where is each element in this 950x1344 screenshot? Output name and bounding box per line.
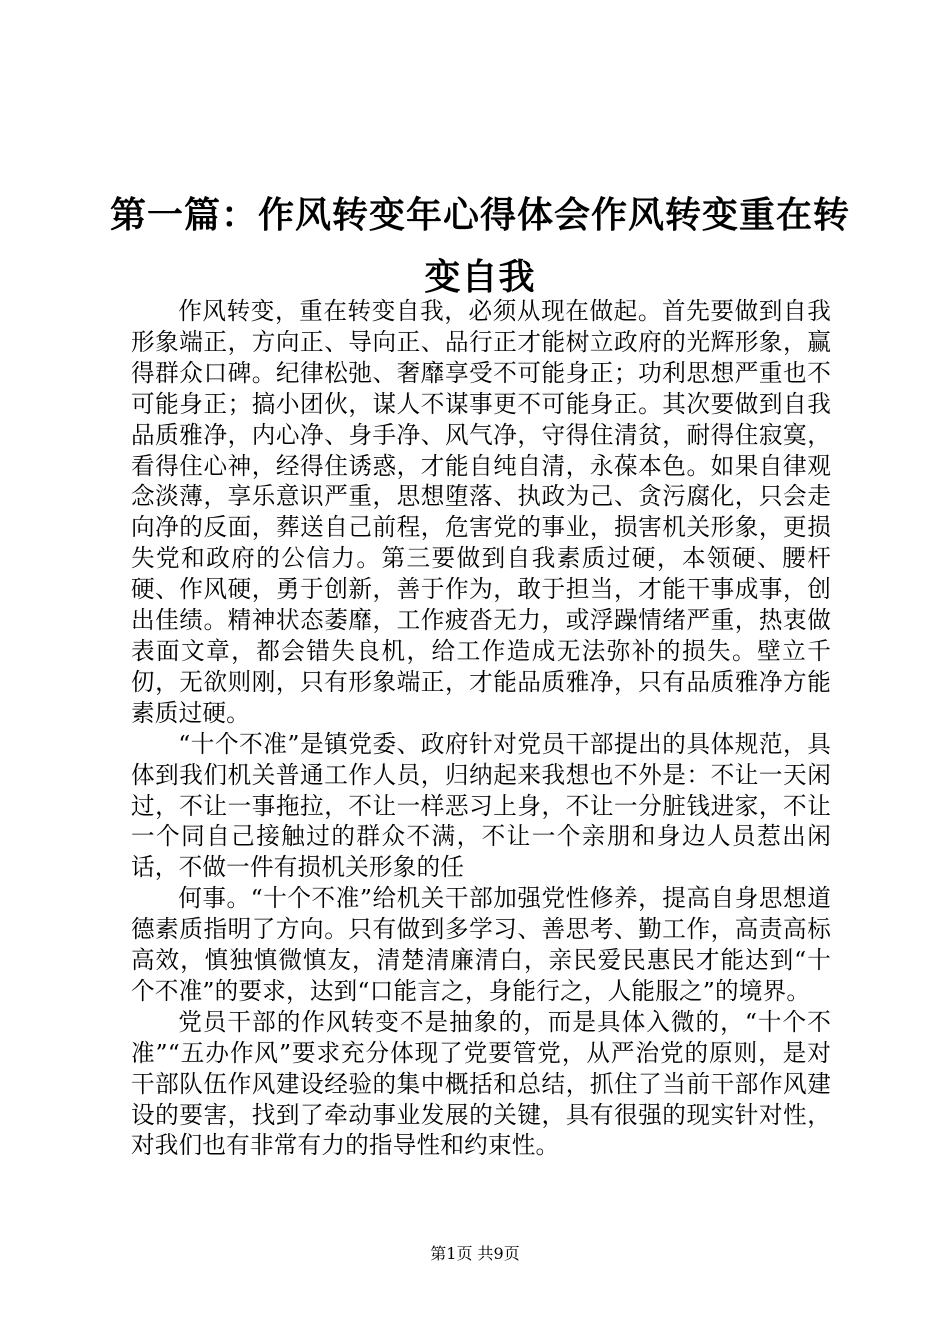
- document-title: 第一篇：作风转变年心得体会作风转变重在转变自我: [109, 194, 850, 298]
- paragraph-1: 作风转变，重在转变自我，必须从现在做起。首先要做到自我形象端正，方向正、导向正、品行正才能树立政府的光辉形象，赢得群众口碑。纪律松弛、奢靡享受不可能身正；功利思想严重也不可能身正；搞小团伙，谋人不谋事更不可能身正。其次要做到自我品质雅净，内心净、身手净、风气净，守得住清贫，耐得住寂寞，看得住心神，经得住诱惑，才能自纯自清，永葆本色。如果自律观念淡薄，享乐意识严重，思想堕落、执政为己、贪污腐化，只会走向净的反面，葬送自己前程，危害党的事业，损害机关形象，更损失党和政府的公信力。第三要做到自我素质过硬，本领硬、腰杆硬、作风硬，勇于创新，善于作为，敢于担当，才能干事成事，创出佳绩。精神状态萎靡，工作疲沓无力，或浮躁情绪严重，热衷做表面文章，都会错失良机，给工作造成无法弥补的损失。壁立千仞，无欲则刚，只有形象端正，才能品质雅净，只有品质雅净方能素质过硬。: [131, 297, 831, 727]
- paragraph-3: 何事。“十个不准”给机关干部加强党性修养，提高自身思想道德素质指明了方向。只有做到多学习、善思考、勤工作，高责高标高效，慎独慎微慎友，清楚清廉清白，亲民爱民惠民才能达到“十个不准”的要求，达到“口能言之，身能行之，人能服之”的境界。: [131, 884, 831, 1005]
- paragraph-2: “十个不准”是镇党委、政府针对党员干部提出的具体规范，具体到我们机关普通工作人员，归纳起来我想也不外是：不让一天闲过，不让一事拖拉，不让一样恶习上身，不让一分脏钱进家，不让一个同自己接触过的群众不满，不让一个亲朋和身边人员惹出闲话，不做一件有损机关形象的任: [131, 729, 831, 882]
- paragraph-4: 党员干部的作风转变不是抽象的，而是具体入微的，“十个不准”“五办作风”要求充分体现了党要管党，从严治党的原则，是对干部队伍作风建设经验的集中概括和总结，抓住了当前干部作风建设的要害，找到了牵动事业发展的关键，具有很强的现实针对性，对我们也有非常有力的指导性和约束性。: [131, 1007, 831, 1160]
- document-body: [131, 296, 831, 1161]
- page-number-footer: 第1页 共9页: [430, 1244, 520, 1263]
